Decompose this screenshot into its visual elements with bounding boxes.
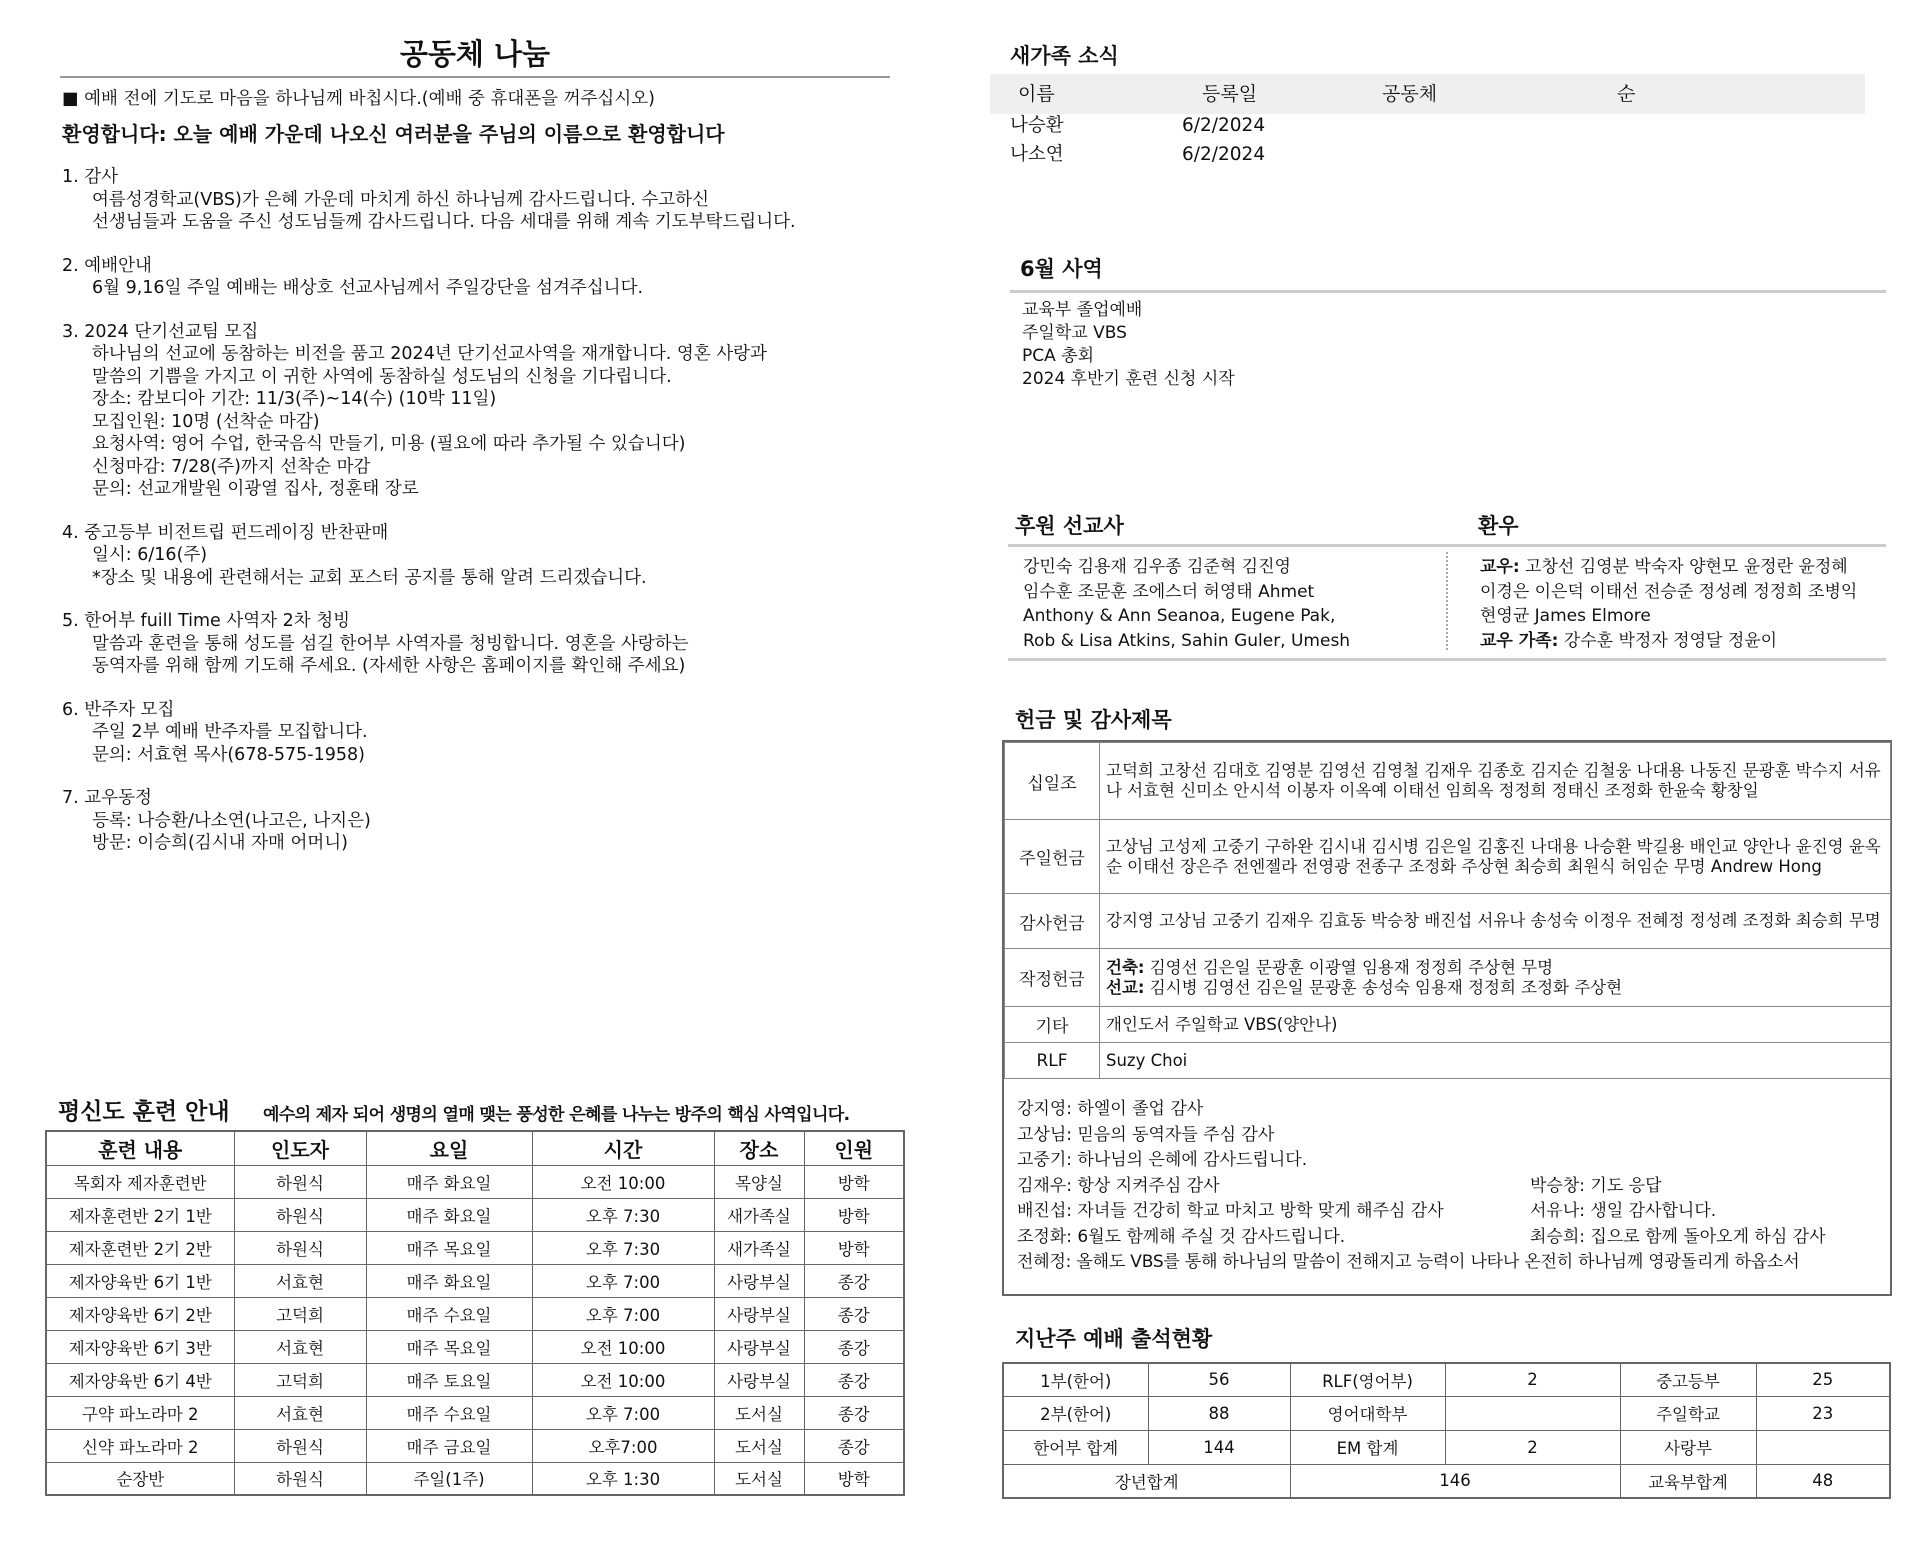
designated-line — [1106, 978, 1884, 998]
table-cell: RLF(영어부) — [1290, 1363, 1445, 1396]
thanks-note: 전혜정: 올해도 VBS를 통해 하나님의 말씀이 전해지고 능력이 나타나 온전히 하나님께 영광돌리게 하옵소서 — [1017, 1252, 1800, 1272]
table-cell: 순장반 — [46, 1462, 234, 1495]
table-header: 시간 — [532, 1131, 714, 1165]
thanks-note: 서유나: 생일 감사합니다. — [1530, 1201, 1717, 1221]
table-row — [46, 1297, 904, 1330]
table-cell: 교육부합계 — [1620, 1464, 1756, 1498]
table-cell: 방학 — [804, 1231, 904, 1264]
designated-label: 선교: — [1106, 977, 1145, 997]
designated-label: 건축: — [1106, 957, 1145, 977]
thanks-note: 최승희: 집으로 함께 돌아오게 하심 감사 — [1530, 1226, 1826, 1247]
announcement-heading: 1. 감사 — [62, 167, 119, 187]
table-cell: 매주 수요일 — [366, 1297, 532, 1330]
table-cell: 영어대학부 — [1290, 1396, 1445, 1430]
table-cell: 사랑부실 — [714, 1330, 804, 1363]
table-cell: 144 — [1148, 1430, 1290, 1464]
table-row — [1003, 1363, 1890, 1396]
announcement-heading: 7. 교우동정 — [62, 788, 152, 808]
announcement-item — [62, 522, 892, 590]
announcement-line: 장소: 캄보디아 기간: 11/3(주)~14(수) (10박 11일) — [92, 389, 497, 409]
table-cell: 매주 수요일 — [366, 1396, 532, 1429]
table-cell: 고덕희 — [234, 1297, 366, 1330]
sick-label: 교우: — [1480, 557, 1520, 577]
announcement-heading: 4. 중고등부 비전트립 펀드레이징 반찬판매 — [62, 522, 389, 543]
sick-names: 강수훈 박정자 정영달 정윤이 — [1558, 630, 1778, 651]
table-cell: 고덕희 — [234, 1363, 366, 1396]
table-row — [46, 1462, 904, 1495]
announcement-item — [62, 255, 892, 300]
june-divider — [1010, 290, 1886, 293]
table-cell: 목회자 제자훈련반 — [46, 1165, 234, 1198]
offering-names: 강지영 고상님 고중기 김재우 김효동 박승창 배진섭 서유나 송성숙 이정우 전혜정 정성례 조정화 최승희 무명 — [1100, 894, 1891, 949]
table-cell: 제자양육반 6기 2반 — [46, 1297, 234, 1330]
table-row — [1005, 743, 1891, 820]
table-cell: 사랑부 — [1620, 1430, 1756, 1464]
offering-label: 감사헌금 — [1005, 894, 1100, 949]
list-item: Anthony & Ann Seanoa, Eugene Pak, — [1023, 606, 1336, 626]
training-header-row — [46, 1131, 904, 1165]
announcement-heading: 5. 한어부 fuill Time 사역자 2차 청빙 — [62, 611, 351, 631]
table-cell: 오전 10:00 — [532, 1363, 714, 1396]
table-cell: 제자양육반 6기 1반 — [46, 1264, 234, 1297]
offering-label: RLF — [1005, 1043, 1100, 1079]
welcome-message: 환영합니다: 오늘 예배 가운데 나오신 여러분을 주님의 이름으로 환영합니다 — [62, 122, 725, 146]
table-cell: 25 — [1756, 1363, 1890, 1396]
missionary-list — [1023, 555, 1350, 653]
thanks-note: 강지영: 하엘이 졸업 감사 — [1017, 1099, 1204, 1119]
june-ministry-list — [1022, 299, 1235, 391]
table-row — [1003, 1430, 1890, 1464]
table-header: 인도자 — [234, 1131, 366, 1165]
table-cell: 장년합계 — [1003, 1464, 1290, 1498]
table-cell: 사랑부실 — [714, 1264, 804, 1297]
dotted-separator — [1446, 552, 1448, 650]
announcement-line: 선생님들과 도움을 주신 성도님들께 감사드립니다. 다음 세대를 위해 계속 기도부탁드립니다. — [92, 212, 796, 232]
new-family-name: 나승환 — [1010, 115, 1064, 136]
announcement-item — [62, 166, 892, 234]
table-cell: 하원식 — [234, 1462, 366, 1495]
training-title: 평신도 훈련 안내 — [58, 1099, 230, 1125]
table-cell: 방학 — [804, 1198, 904, 1231]
table-cell: 목양실 — [714, 1165, 804, 1198]
announcement-line: 말씀의 기쁨을 가지고 이 귀한 사역에 동참하실 성도님의 신청을 기다립니다. — [92, 366, 672, 387]
training-table — [45, 1130, 905, 1496]
table-cell: 146 — [1290, 1464, 1620, 1498]
list-item: 임수훈 조문훈 조에스더 허영태 Ahmet — [1023, 581, 1315, 602]
offering-names — [1100, 949, 1891, 1007]
announcement-line: 여름성경학교(VBS)가 은혜 가운데 마치게 하신 하나님께 감사드립니다. 수고하신 — [92, 189, 709, 210]
attendance-table — [1002, 1362, 1891, 1499]
list-item: PCA 총회 — [1022, 346, 1094, 366]
offering-names: 고덕희 고창선 김대호 김영분 김영선 김영철 김재우 김종호 김지순 김철웅 나대용 나동진 문광훈 박수지 서유나 서효현 신미소 안시석 이봉자 이옥예 이태선 임희옥 정정희 정태신 조정화 한윤숙 황창일 — [1100, 743, 1891, 820]
table-cell: 오전 10:00 — [532, 1165, 714, 1198]
offering-label: 기타 — [1005, 1007, 1100, 1043]
table-cell: 도서실 — [714, 1462, 804, 1495]
designated-names: 김시병 김영선 김은일 문광훈 송성숙 임용재 정정희 조정화 주상현 — [1144, 977, 1623, 997]
table-cell: 중고등부 — [1620, 1363, 1756, 1396]
offering-names: 고상님 고성제 고중기 구하완 김시내 김시병 김은일 김홍진 나대용 나승환 박길용 배인교 양안나 윤진영 윤옥순 이태선 장은주 전엔젤라 전영광 전종구 조정화 주상현 최승희 최원식 허임순 무명 Andrew Hong — [1100, 820, 1891, 894]
list-item — [1480, 629, 1857, 654]
table-cell: 매주 화요일 — [366, 1198, 532, 1231]
list-item: 주일학교 VBS — [1022, 323, 1127, 343]
announcement-line: 신청마감: 7/28(주)까지 선착순 마감 — [92, 456, 371, 477]
announcement-line: 모집인원: 10명 (선착순 마감) — [92, 411, 320, 432]
announcement-heading: 2. 예배안내 — [62, 255, 152, 276]
list-item: 이경은 이은덕 이태선 전승준 정성례 정정희 조병익 — [1480, 581, 1858, 602]
table-header: 인원 — [804, 1131, 904, 1165]
table-row — [46, 1363, 904, 1396]
attendance-title: 지난주 예배 출석현황 — [1015, 1327, 1213, 1351]
table-row — [46, 1231, 904, 1264]
table-cell: 56 — [1148, 1363, 1290, 1396]
missionaries-title: 후원 선교사 — [1015, 514, 1124, 538]
offering-label: 주일헌금 — [1005, 820, 1100, 894]
new-family-date: 6/2/2024 — [1182, 144, 1266, 165]
table-cell: 오후 1:30 — [532, 1462, 714, 1495]
table-cell: 구약 파노라마 2 — [46, 1396, 234, 1429]
table-cell: 오후 7:30 — [532, 1231, 714, 1264]
thanks-note: 김재우: 항상 지켜주심 감사 — [1017, 1175, 1220, 1196]
table-cell: 한어부 합계 — [1003, 1430, 1148, 1464]
offering-names: 개인도서 주일학교 VBS(양안나) — [1100, 1007, 1891, 1043]
table-cell: 제자양육반 6기 4반 — [46, 1363, 234, 1396]
table-cell: 매주 화요일 — [366, 1165, 532, 1198]
table-cell: 새가족실 — [714, 1198, 804, 1231]
announcement-line: 동역자를 위해 함께 기도해 주세요. (자세한 사항은 홈페이지를 확인해 주세요) — [92, 656, 686, 676]
table-cell: 도서실 — [714, 1396, 804, 1429]
thanks-note: 배진섭: 자녀들 건강히 학교 마치고 방학 맞게 해주심 감사 — [1017, 1201, 1444, 1221]
table-cell: 오후 7:30 — [532, 1198, 714, 1231]
announcement-line: 방문: 이승희(김시내 자매 어머니) — [92, 833, 349, 853]
new-family-header — [990, 74, 1865, 114]
table-header: 요일 — [366, 1131, 532, 1165]
list-item: Rob & Lisa Atkins, Sahin Guler, Umesh — [1023, 630, 1351, 651]
list-item: 현영균 James Elmore — [1480, 606, 1651, 626]
new-family-header-date: 등록일 — [1202, 83, 1258, 105]
table-cell: 매주 화요일 — [366, 1264, 532, 1297]
table-row — [1005, 1007, 1891, 1043]
new-family-title: 새가족 소식 — [1010, 44, 1119, 68]
announcement-line: 6월 9,16일 주일 예배는 배상호 선교사님께서 주일강단을 섬겨주십니다. — [92, 278, 644, 298]
training-subtitle: 예수의 제자 되어 생명의 열매 맺는 풍성한 은혜를 나누는 방주의 핵심 사역입니다. — [263, 1105, 850, 1125]
thanks-note: 박승창: 기도 응답 — [1530, 1175, 1662, 1196]
announcement-item — [62, 610, 892, 678]
announcement-heading: 6. 반주자 모집 — [62, 699, 175, 720]
offering-label: 십일조 — [1005, 743, 1100, 820]
table-cell: 하원식 — [234, 1231, 366, 1264]
table-cell: 도서실 — [714, 1429, 804, 1462]
table-cell: 23 — [1756, 1396, 1890, 1430]
table-cell: 종강 — [804, 1297, 904, 1330]
table-row — [46, 1198, 904, 1231]
table-row — [1003, 1464, 1890, 1498]
new-family-header-group: 순 — [1617, 83, 1636, 105]
table-cell: 오후 7:00 — [532, 1396, 714, 1429]
announcement-line: 말씀과 훈련을 통해 성도를 섬길 한어부 사역자를 청빙합니다. 영혼을 사랑하는 — [92, 633, 689, 654]
new-family-name: 나소연 — [1010, 144, 1064, 165]
service-notice: ■ 예배 전에 기도로 마음을 하나님께 바칩시다.(예배 중 휴대폰을 꺼주십시오) — [62, 89, 655, 109]
table-cell — [1756, 1430, 1890, 1464]
table-cell: 오후 7:00 — [532, 1297, 714, 1330]
offering-label: 작정헌금 — [1005, 949, 1100, 1007]
list-item: 2024 후반기 훈련 신청 시작 — [1022, 369, 1235, 389]
new-family-header-name: 이름 — [1018, 83, 1055, 105]
table-cell: 새가족실 — [714, 1231, 804, 1264]
table-cell: 1부(한어) — [1003, 1363, 1148, 1396]
table-cell: 방학 — [804, 1462, 904, 1495]
table-cell: 사랑부실 — [714, 1297, 804, 1330]
sick-names: 고창선 김영분 박숙자 양현모 윤정란 윤정혜 — [1519, 557, 1848, 577]
announcement-list — [62, 166, 892, 855]
table-header: 훈련 내용 — [46, 1131, 234, 1165]
table-row — [46, 1330, 904, 1363]
table-row — [1005, 894, 1891, 949]
thanks-note: 고중기: 하나님의 은혜에 감사드립니다. — [1017, 1150, 1308, 1170]
table-cell: 서효현 — [234, 1396, 366, 1429]
announcements-title: 공동체 나눔 — [399, 37, 551, 71]
thanks-note: 조정화: 6월도 함께해 주실 것 감사드립니다. — [1017, 1226, 1346, 1247]
missionary-bottom-divider — [1008, 658, 1886, 661]
table-cell: 매주 토요일 — [366, 1363, 532, 1396]
table-cell: 신약 파노라마 2 — [46, 1429, 234, 1462]
designated-names: 김영선 김은일 문광훈 이광열 임용재 정정희 주상현 무명 — [1144, 957, 1554, 977]
june-ministry-title: 6월 사역 — [1020, 257, 1103, 281]
title-divider — [60, 76, 890, 78]
table-cell: 하원식 — [234, 1198, 366, 1231]
table-cell: 오전 10:00 — [532, 1330, 714, 1363]
table-row — [46, 1396, 904, 1429]
announcement-line: 하나님의 선교에 동참하는 비전을 품고 2024년 단기선교사역을 재개합니다. 영혼 사랑과 — [92, 344, 767, 364]
table-row — [46, 1165, 904, 1198]
list-item: 강민숙 김용재 김우종 김준혁 김진영 — [1023, 557, 1291, 577]
sick-list — [1480, 555, 1857, 653]
table-cell: 하원식 — [234, 1429, 366, 1462]
table-row — [1005, 1043, 1891, 1079]
announcement-heading: 3. 2024 단기선교팀 모집 — [62, 321, 259, 342]
announcement-item — [62, 787, 892, 855]
table-cell: 종강 — [804, 1429, 904, 1462]
announcement-line: *장소 및 내용에 관련해서는 교회 포스터 공지를 통해 알려 드리겠습니다. — [92, 567, 647, 588]
table-cell: 주일학교 — [1620, 1396, 1756, 1430]
table-cell: 종강 — [804, 1264, 904, 1297]
announcement-line: 주일 2부 예배 반주자를 모집합니다. — [92, 722, 368, 742]
table-cell: 서효현 — [234, 1264, 366, 1297]
table-cell: 주일(1주) — [366, 1462, 532, 1495]
table-cell: 88 — [1148, 1396, 1290, 1430]
table-row — [46, 1264, 904, 1297]
table-cell: 종강 — [804, 1363, 904, 1396]
announcement-item — [62, 699, 892, 767]
thanks-note: 고상님: 믿음의 동역자들 주심 감사 — [1017, 1124, 1275, 1145]
announcement-line: 요청사역: 영어 수업, 한국음식 만들기, 미용 (필요에 따라 추가될 수 있습니다) — [92, 434, 686, 454]
new-family-header-community: 공동체 — [1382, 83, 1438, 105]
table-cell: 종강 — [804, 1396, 904, 1429]
table-cell: 48 — [1756, 1464, 1890, 1498]
table-cell: 종강 — [804, 1330, 904, 1363]
table-cell: EM 합계 — [1290, 1430, 1445, 1464]
table-header: 장소 — [714, 1131, 804, 1165]
table-cell: 사랑부실 — [714, 1363, 804, 1396]
announcement-line: 일시: 6/16(주) — [92, 545, 208, 565]
table-cell: 제자훈련반 2기 2반 — [46, 1231, 234, 1264]
table-row — [1005, 820, 1891, 894]
table-cell — [1445, 1396, 1620, 1430]
list-item: 교육부 졸업예배 — [1022, 300, 1143, 320]
sick-label: 교우 가족: — [1480, 630, 1559, 651]
table-cell: 매주 목요일 — [366, 1330, 532, 1363]
table-cell: 매주 목요일 — [366, 1231, 532, 1264]
table-row — [46, 1429, 904, 1462]
offering-names: Suzy Choi — [1100, 1043, 1891, 1079]
table-cell: 2 — [1445, 1430, 1620, 1464]
thanks-notes-right — [1530, 1174, 1826, 1251]
table-row — [1003, 1396, 1890, 1430]
table-cell: 매주 금요일 — [366, 1429, 532, 1462]
announcement-line: 문의: 서효현 목사(678-575-1958) — [92, 744, 365, 765]
new-family-date: 6/2/2024 — [1182, 115, 1266, 136]
offering-title: 헌금 및 감사제목 — [1015, 708, 1172, 732]
table-cell: 제자양육반 6기 3반 — [46, 1330, 234, 1363]
announcement-line: 등록: 나승환/나소연(나고은, 나지은) — [92, 810, 371, 831]
table-cell: 서효현 — [234, 1330, 366, 1363]
announcement-line: 문의: 선교개발원 이광열 집사, 정훈태 장로 — [92, 479, 419, 499]
offering-table — [1004, 742, 1891, 1079]
table-cell: 2부(한어) — [1003, 1396, 1148, 1430]
table-row — [1005, 949, 1891, 1007]
designated-line — [1106, 958, 1884, 978]
sick-title: 환우 — [1478, 514, 1519, 538]
list-item — [1480, 555, 1857, 580]
table-cell: 오후7:00 — [532, 1429, 714, 1462]
missionary-divider — [1008, 544, 1886, 547]
table-cell: 오후 7:00 — [532, 1264, 714, 1297]
table-cell: 2 — [1445, 1363, 1620, 1396]
table-cell: 방학 — [804, 1165, 904, 1198]
announcement-item — [62, 321, 892, 501]
table-cell: 하원식 — [234, 1165, 366, 1198]
table-cell: 제자훈련반 2기 1반 — [46, 1198, 234, 1231]
